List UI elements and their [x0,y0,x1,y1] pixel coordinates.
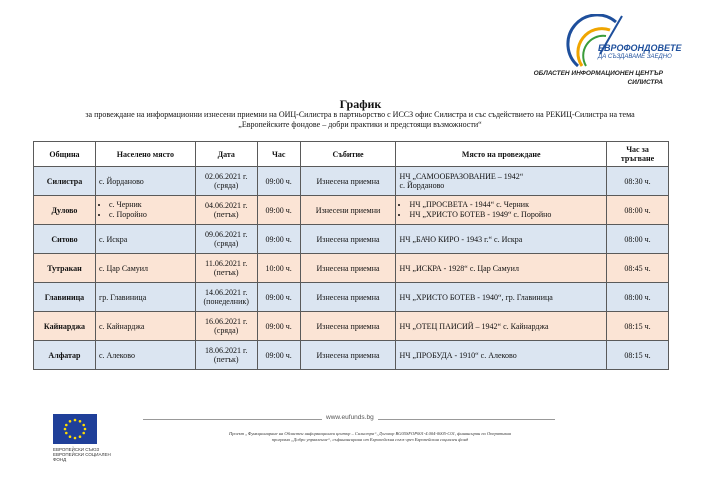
cell-event: Изнесена приемна [300,225,396,254]
date-value: 09.06.2021 г. [205,230,248,239]
cell-depart: 08:15 ч. [607,341,669,370]
eu-flag-icon [53,414,97,444]
weekday-value: (понеделник) [203,297,249,306]
cell-place: с. Алеково [95,341,195,370]
date-value: 04.06.2021 г. [205,201,248,210]
cell-date [195,167,257,196]
weekday-value: (петък) [213,210,239,219]
date-value: 02.06.2021 г. [205,172,248,181]
weekday-value: (сряда) [214,239,239,248]
footer-site-link[interactable]: www.eufunds.bg [322,414,378,421]
cell-community: Главиница [34,283,96,312]
eu-caption: ЕВРОПЕЙСКИ СЪЮЗ ЕВРОПЕЙСКИ СОЦИАЛЕН ФОНД [53,447,111,462]
header-community: Община [34,142,96,167]
cell-date [195,225,257,254]
cell-place: с. Цар Самуил [95,254,195,283]
header-venue: Място на провеждане [396,142,607,167]
cell-date [195,312,257,341]
cell-community: Кайнарджа [34,312,96,341]
cell-venue: НЧ „ИСКРА - 1928“ с. Цар Самуил [396,254,607,283]
center-name-line1: ОБЛАСТЕН ИНФОРМАЦИОНЕН ЦЕНТЪР [533,70,663,77]
cell-place [95,196,195,225]
cell-event: Изнесена приемна [300,341,396,370]
list-item: • НЧ „ПРОСВЕТА - 1944“ с. Черник [409,200,603,210]
cell-venue: НЧ „ОТЕЦ ПАИСИЙ – 1942“ с. Кайнарджа [396,312,607,341]
brand-name: ЕВРОФОНДОВЕТЕ [598,43,682,53]
date-value: 11.06.2021 г. [205,259,248,268]
venue-line: НЧ „САМООБРАЗОВАНИЕ – 1942“ [399,172,524,181]
cell-place: с. Искра [95,225,195,254]
footer-disclaimer: Проект „Функциониране на Областен информационен център – Силистра“, Договор BG05SFOP001-4.004-0005-C01, финансиран по Оперативна програма „Добро управление“, съфинансирана от Европейския съюз чрез Европейския социален фонд [229,431,511,442]
cell-depart: 08:00 ч. [607,196,669,225]
cell-time: 09:00 ч. [257,196,300,225]
weekday-value: (петък) [213,268,239,277]
cell-time: 09:00 ч. [257,312,300,341]
cell-place: с. Йорданово [95,167,195,196]
header-depart: Час за тръгване [607,142,669,167]
cell-community: Ситово [34,225,96,254]
cell-date [195,341,257,370]
center-name-line2: СИЛИСТРА [627,79,663,86]
table-row [34,312,669,341]
header-time: Час [257,142,300,167]
header-place: Населено място [95,142,195,167]
table-row [34,225,669,254]
header-date: Дата [195,142,257,167]
cell-depart: 08:15 ч. [607,312,669,341]
cell-event: Изнесени приемни [300,196,396,225]
cell-place: с. Кайнарджа [95,312,195,341]
cell-event: Изнесена приемна [300,167,396,196]
cell-depart: 08:00 ч. [607,283,669,312]
table-row [34,167,669,196]
cell-time: 09:00 ч. [257,167,300,196]
schedule-table [33,141,669,370]
cell-venue: НЧ „БАЧО КИРО - 1943 г.“ с. Искра [396,225,607,254]
venue-line: с. Йорданово [399,181,445,190]
date-value: 18.06.2021 г. [205,346,248,355]
cell-event: Изнесена приемна [300,283,396,312]
table-row [34,341,669,370]
eu-stars-icon [53,414,97,444]
date-value: 14.06.2021 г. [205,288,248,297]
table-row [34,254,669,283]
cell-depart: 08:30 ч. [607,167,669,196]
header-event: Събитие [300,142,396,167]
page-title: График [339,97,382,111]
cell-time: 09:00 ч. [257,341,300,370]
cell-community: Тутракан [34,254,96,283]
cell-time: 10:00 ч. [257,254,300,283]
cell-venue [396,167,607,196]
cell-community: Алфатар [34,341,96,370]
list-item: • с. Поройно [109,210,192,220]
weekday-value: (петък) [213,355,239,364]
weekday-value: (сряда) [214,326,239,335]
center-name [534,69,663,87]
brand-text [598,44,682,62]
cell-event: Изнесена приемна [300,312,396,341]
cell-community: Дулово [34,196,96,225]
cell-date [195,283,257,312]
cell-place: гр. Главиница [95,283,195,312]
cell-depart: 08:00 ч. [607,225,669,254]
cell-time: 09:00 ч. [257,283,300,312]
cell-depart: 08:45 ч. [607,254,669,283]
table-row [34,283,669,312]
cell-event: Изнесена приемна [300,254,396,283]
cell-date [195,196,257,225]
cell-time: 09:00 ч. [257,225,300,254]
cell-venue [396,196,607,225]
list-item: • с. Черник [109,200,192,210]
cell-venue: НЧ „ХРИСТО БОТЕВ - 1940“, гр. Главиница [396,283,607,312]
table-row [34,196,669,225]
cell-date [195,254,257,283]
brand-slogan: ДА СЪЗДАВАМЕ ЗАЕДНО [598,54,672,60]
cell-community: Силистра [34,167,96,196]
weekday-value: (сряда) [214,181,239,190]
table-header-row [34,142,669,167]
list-item: • НЧ „ХРИСТО БОТЕВ - 1949“ с. Поройно [409,210,603,220]
date-value: 16.06.2021 г. [205,317,248,326]
page-subtitle: за провеждане на информационни изнесени приемни на ОИЦ-Силистра в партньорство с ИССЗ офис Силистра и със съдействието на РЕКИЦ-Силистра на тема „Европейските фондове – добри практики и предстоящи възможности“ [85,110,635,129]
cell-venue: НЧ „ПРОБУДА - 1910“ с. Алеково [396,341,607,370]
